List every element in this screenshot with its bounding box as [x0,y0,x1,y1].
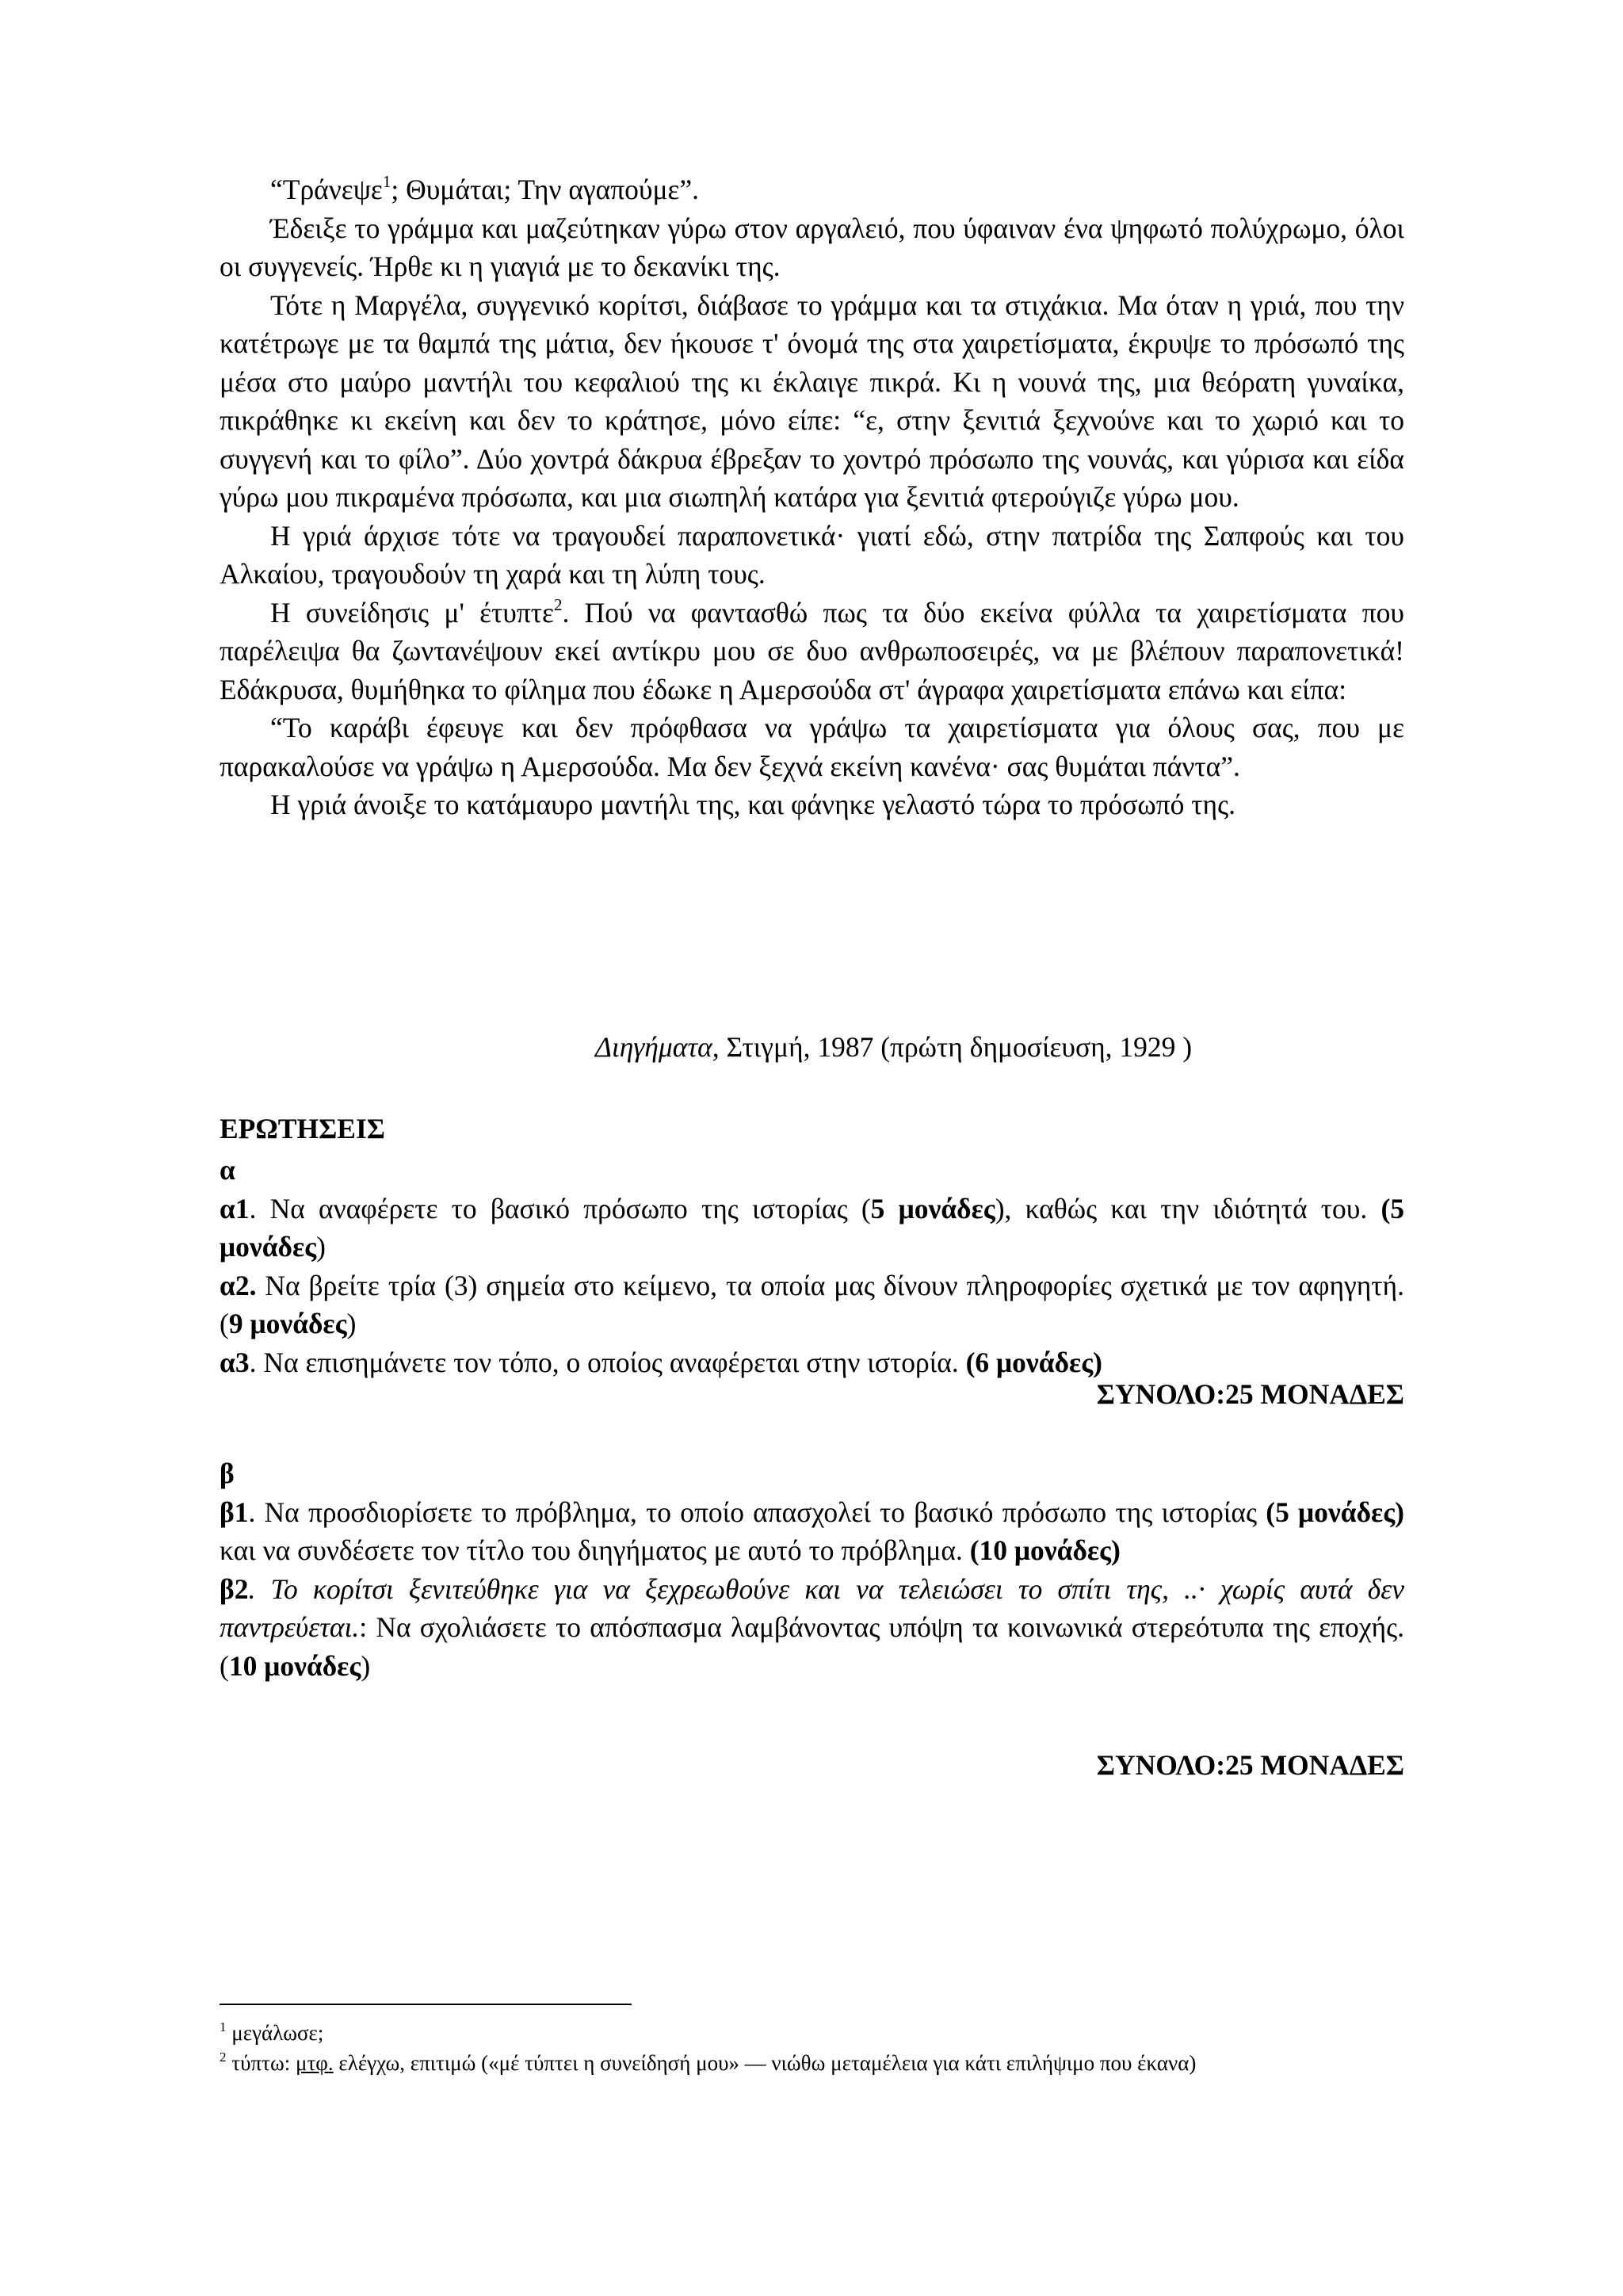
question-text: ), καθώς και την ιδιότητά του. [995,1192,1381,1224]
section-b-total: ΣΥΝΟΛΟ:25 ΜΟΝΑΔΕΣ [1096,1749,1404,1781]
footnote-text: τύπτω: [226,2051,296,2075]
footnote-ref-2: 2 [553,594,563,614]
footnote-ref-1: 1 [382,172,391,191]
section-a-label: α [220,1154,235,1186]
question-text: ) [361,1649,371,1682]
question-b1 [220,1493,1404,1570]
question-text: . Να προσδιορίσετε το πρόβλημα, το οποίο απασχολεί το βασικό πρόσωπο της ιστορίας [248,1496,1266,1528]
footnote-separator [220,2004,632,2005]
question-points: 9 μονάδες [228,1308,347,1339]
question-a2 [220,1266,1404,1343]
question-text: και να συνδέσετε τον τίτλο του διηγήματος με αυτό το πρόβλημα. [220,1534,970,1566]
section-b-label: β [220,1457,235,1489]
story-paragraph-6: “Το καράβι έφευγε και δεν πρόφθασα να γράψω τα χαιρετίσματα για όλους σας, που με παρακαλούσε να γράψω η Αμερσούδα. Μα δεν ξεχνά εκείνη κανένα· σας θυμάται πάντα”. [220,712,1404,782]
question-number: β2 [220,1572,249,1605]
footnote-abbreviation: μτφ. [295,2051,334,2075]
question-points: (6 μονάδες) [965,1346,1102,1378]
question-text: : Να σχολιάσετε το απόσπασμα λαμβάνοντας υπόψη τα κοινωνικά στερεότυπα της εποχής. ( [220,1611,1404,1682]
footnote-number: 1 [220,2019,227,2034]
question-number: α3 [220,1346,250,1378]
footnote-1 [220,2019,1384,2047]
questions-section-b [220,1454,1404,1685]
story-paragraph-7: Η γριά άνοιξε το κατάμαυρο μαντήλι της, και φάνηκε γελαστό τώρα το πρόσωπό της. [270,789,1236,820]
question-points: (5 μονάδες) [1266,1496,1404,1528]
question-number: β1 [220,1496,249,1528]
story-text [220,170,1404,824]
story-text-span: Η συνείδησις μ' έτυπτε [270,596,554,628]
story-paragraph-3: Τότε η Μαργέλα, συγγενικό κορίτσι, διάβασε το γράμμα και τα στιχάκια. Μα όταν η γριά, που την κατέτρωγε με τα θαμπά της μάτια, δεν ήκουσε τ' όνομά της στα χαιρετίσματα, έκρυψε το πρόσωπό της μέσα στο μαύρο μαντήλι του κεφαλιού της κι έκλαιγε πικρά. Κι η νουνά της, μια θεόρατη γυναίκα, πικράθηκε κι εκείνη και δεν το κράτησε, μόνο είπε: “ε, στην ξενιτιά ξεχνούνε και το χωριό και το συγγενή και το φίλο”. Δύο χοντρά δάκρυα έβρεξαν το χοντρό πρόσωπο της νουνάς, και γύρισα και είδα γύρω μου πικραμένα πρόσωπα, και μια σιωπηλή κατάρα για ξενιτιά φτερούγιζε γύρω μου. [220,288,1404,513]
story-paragraph-1 [220,170,1404,209]
question-points: 10 μονάδες [228,1649,361,1682]
question-number: α1 [220,1192,250,1224]
story-paragraph-4: Η γριά άρχισε τότε να τραγουδεί παραπονετικά· γιατί εδώ, στην πατρίδα της Σαπφούς και του Αλκαίου, τραγουδούν τη χαρά και τη λύπη τους. [220,519,1404,590]
story-text-span: . Πού να φαντασθώ πως τα δύο εκείνα φύλλα τα χαιρετίσματα που παρέλειψα θα ζωντανέψουν εκεί αντίκρυ μου σε δυο ανθρωποσειρές, να με βλέπουν παραπονετικά! Εδάκρυσα, θυμήθηκα το φίλημα που έδωκε η Αμερσούδα στ' άγραφα χαιρετίσματα επάνω και είπα: [220,596,1404,705]
story-paragraph-2: Έδειξε το γράμμα και μαζεύτηκαν γύρω στον αργαλειό, που ύφαιναν ένα ψηφωτό πολύχρωμο, όλοι οι συγγενείς. Ήρθε κι η γιαγιά με το δεκανίκι της. [220,212,1404,282]
question-text: . Να επισημάνετε τον τόπο, ο οποίος αναφέρεται στην ιστορία. [249,1346,966,1378]
questions-heading: ΕΡΩΤΗΣΕΙΣ [220,1113,385,1144]
question-quote: . Το κορίτσι ξενιτεύθηκε για να ξεχρεωθούνε και να τελειώσει το σπίτι της, ..· χωρίς αυτά δεν παντρεύεται. [220,1572,1404,1643]
question-text: ) [346,1308,357,1339]
question-points: (10 μονάδες) [969,1534,1121,1566]
question-points: (5 μονάδες [220,1192,1405,1263]
question-points: 5 μονάδες [870,1192,995,1224]
question-text: . Να αναφέρετε το βασικό πρόσωπο της ιστορίας ( [249,1192,871,1224]
question-b2 [220,1570,1404,1686]
source-citation [595,1028,1192,1066]
section-a-total: ΣΥΝΟΛΟ:25 ΜΟΝΑΔΕΣ [1096,1378,1404,1410]
story-text-span: ; Θυμάται; Την αγαπούμε”. [391,174,700,205]
questions-section-a [220,1151,1404,1381]
question-a1 [220,1190,1404,1266]
footnote-text: μεγάλωσε; [226,2021,324,2045]
story-text-span: “Τράνεψε [270,174,383,205]
footnote-text: ελέγχω, επιτιμώ («μέ τύπτει η συνείδησή μου» — νιώθω μεταμέλεια για κάτι επιλήψιμο που έκανα) [333,2051,1197,2075]
footnote-number: 2 [220,2050,227,2065]
source-details: Στιγμή, 1987 (πρώτη δημοσίευση, 1929 ) [719,1031,1193,1063]
footnote-2 [220,2049,1384,2077]
question-number: α2. [220,1269,257,1301]
story-paragraph-5 [220,594,1404,709]
question-text: Να βρείτε τρία (3) σημεία στο κείμενο, τα οποία μας δίνουν πληροφορίες σχετικά με τον αφηγητή. ( [220,1269,1404,1339]
source-title: Διηγήματα, [595,1031,720,1063]
question-text: ) [316,1231,326,1263]
